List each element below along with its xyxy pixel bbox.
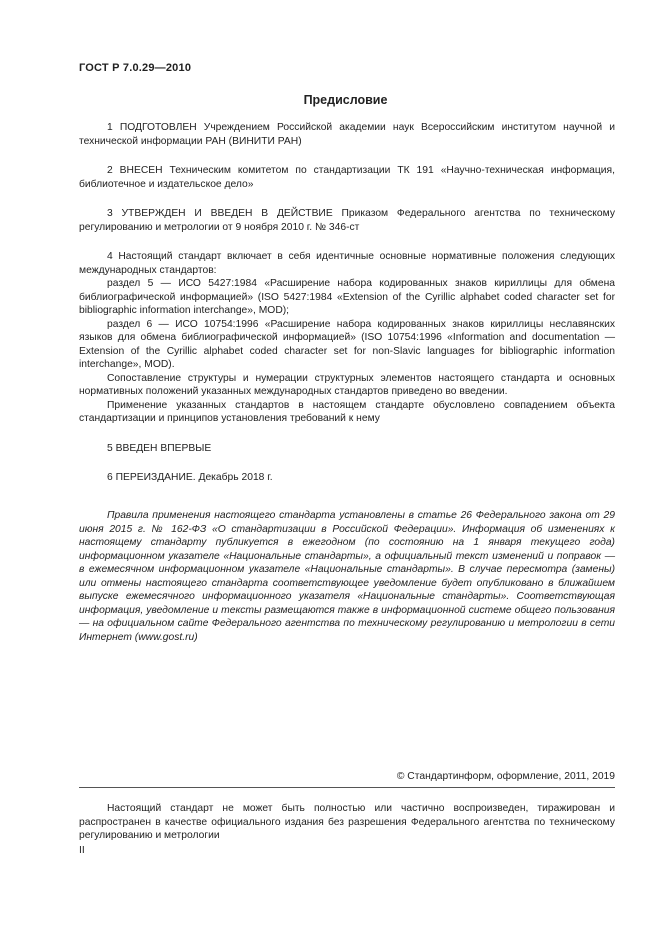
page-title: Предисловие: [303, 93, 388, 107]
item-4-application: Применение указанных стандартов в настоящем стандарте обусловлено совпадением объекта стандартизации и принципов установления требований к нему: [79, 399, 615, 424]
application-notice: Правила применения настоящего стандарта установлены в статье 26 Федерального закона от 29 июня 2015 г. № 162-ФЗ «О стандартизации в Российской Федерации». Информация об изменениях к настоящему стандарту публикуется в ежегодном (по состоянию на 1 января текущего года) информационном указателе «Национальные стандарты», а официальный текст изменений и поправок — в ежемесячном информационном указателе «Национальные стандарты». В случае пересмотра (замены) или отмены настоящего стандарта соответствующее уведомление будет опубликовано в ближайшем выпуске ежемесячного информационного указателя «Национальные стандарты». Соответствующая информация, уведомление и тексты размещаются также в информационной системе общего пользования — на официальном сайте Федерального агентства по техническому регулированию и метрологии в сети Интернет (www.gost.ru): [79, 510, 615, 643]
item-1: 1 ПОДГОТОВЛЕН Учреждением Российской академии наук Всероссийским институтом научной и технической информации РАН (ВИНИТИ РАН): [79, 122, 615, 147]
page-number: II: [79, 845, 85, 856]
item-4: 4 Настоящий стандарт включает в себя идентичные основные нормативные положения следующих международных стандартов:: [79, 251, 615, 276]
item-4-section-5: раздел 5 — ИСО 5427:1984 «Расширение набора кодированных знаков кириллицы для обмена библиографической информацией» (ISO 5427:1984 «Extension of the Cyrillic alphabet coded character set for bibliographic information interchange», MOD);: [79, 278, 615, 316]
divider: [79, 787, 615, 788]
copyright-line: © Стандартинформ, оформление, 2011, 2019: [396, 771, 615, 782]
preface-body: [79, 121, 615, 485]
item-5: 5 ВВЕДЕН ВПЕРВЫЕ: [107, 442, 212, 454]
item-4-section-6: раздел 6 — ИСО 10754:1996 «Расширение набора кодированных знаков кириллицы неславянских языков для обмена библиографической информацией» (ISO 10754:1996 «Information and documentation — Extension of the Cyrillic alphabet coded character set for non-Slavic languages for bibliographic information interchange», MOD).: [79, 318, 615, 370]
item-2: 2 ВНЕСЕН Техническим комитетом по стандартизации ТК 191 «Научно-техническая информация, библиотечное и издательское дело»: [79, 165, 615, 190]
item-6: 6 ПЕРЕИЗДАНИЕ. Декабрь 2018 г.: [107, 472, 273, 483]
item-3: 3 УТВЕРЖДЕН И ВВЕДЕН В ДЕЙСТВИЕ Приказом Федерального агентства по техническому регулированию и метрологии от 9 ноября 2010 г. № 346-ст: [79, 208, 615, 233]
document-code: ГОСТ Р 7.0.29—2010: [79, 62, 192, 74]
item-4-comparison: Сопоставление структуры и нумерации структурных элементов настоящего стандарта и основных нормативных положений указанных международных стандартов приведено во введении.: [79, 372, 615, 397]
reproduction-notice: Настоящий стандарт не может быть полностью или частично воспроизведен, тиражирован и распространен в качестве официального издания без разрешения Федерального агентства по техническому регулированию и метрологии: [79, 803, 615, 841]
